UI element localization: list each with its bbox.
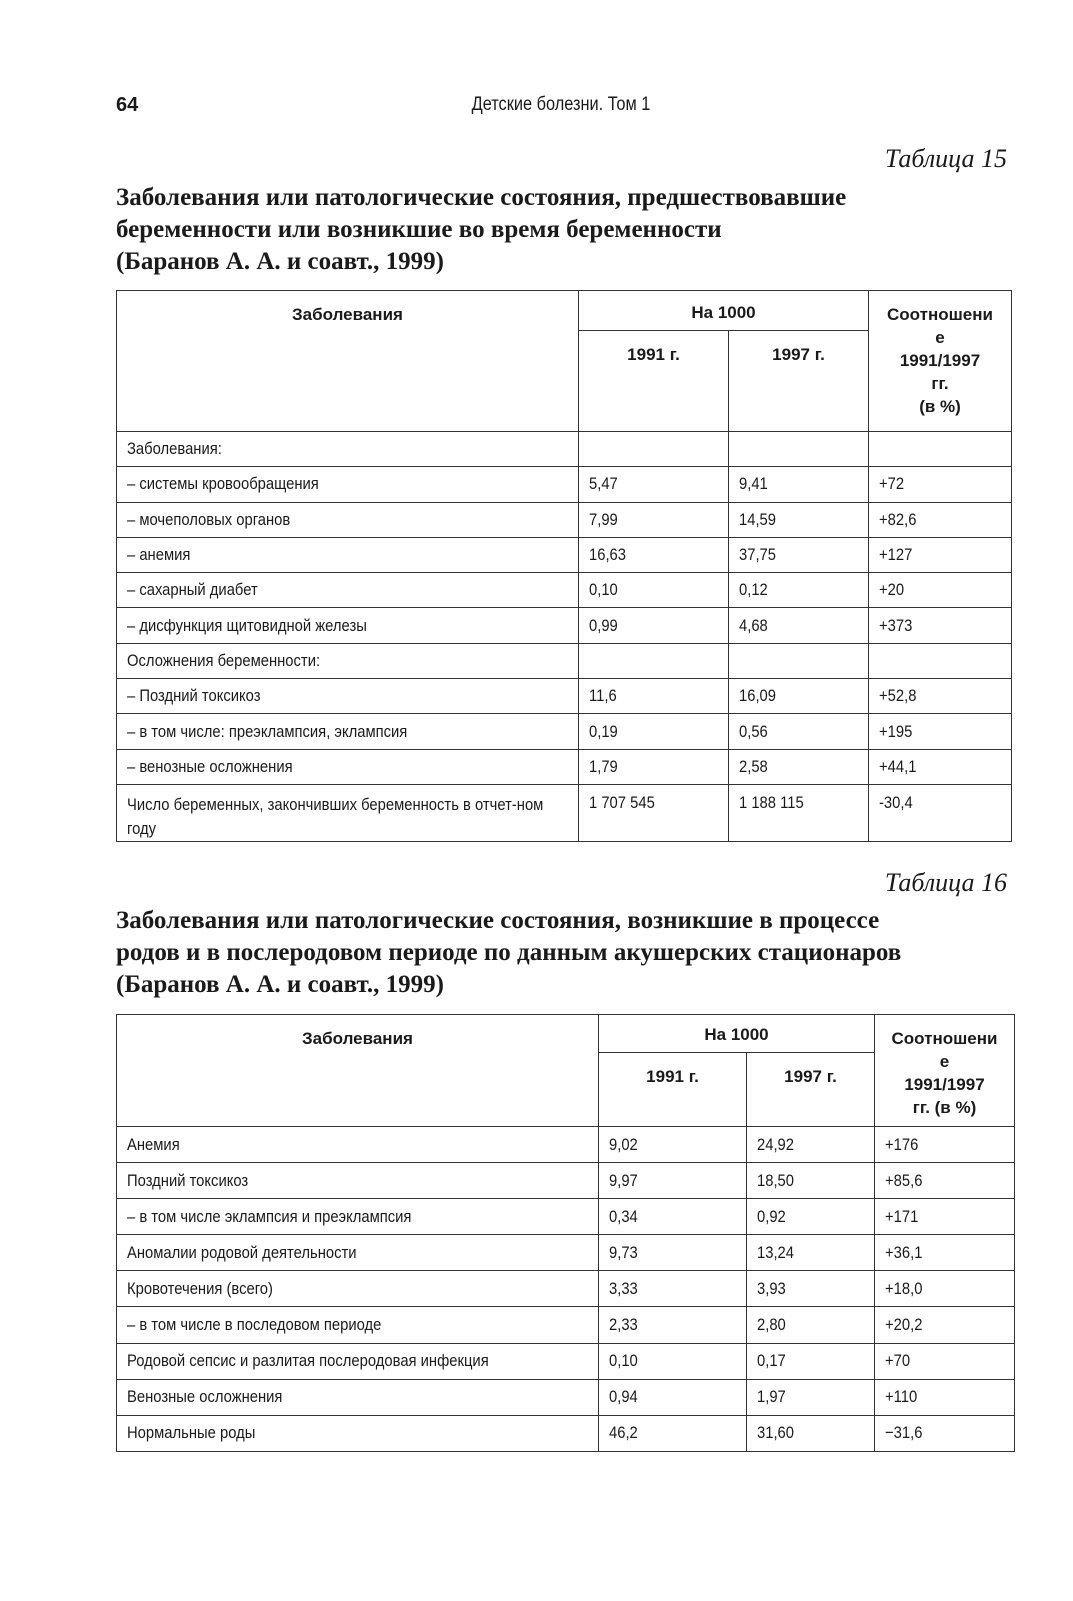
value-ratio: +36,1 [875,1235,1015,1271]
table-row [117,714,1012,749]
value-1997: 1 188 115 [729,784,869,841]
table-row [117,1379,1015,1415]
value-1997: 0,56 [729,714,869,749]
value-1991: 46,2 [599,1415,747,1451]
row-label: Осложнения беременности: [117,643,579,678]
value-1991: 5,47 [579,467,729,502]
header-1991: 1991 г. [579,331,729,432]
value-1997: 16,09 [729,679,869,714]
header-per1000: На 1000 [599,1015,875,1053]
value-1991: 9,02 [599,1127,747,1163]
row-label: – анемия [117,537,579,572]
table-row [117,1307,1015,1343]
table15 [116,290,1012,842]
value-ratio: -30,4 [869,784,1012,841]
value-ratio: +82,6 [869,502,1012,537]
header-ratio: Соотношени е 1991/1997 гг. (в %) [869,291,1012,432]
value-ratio [869,643,1012,678]
table-row [117,1127,1015,1163]
table-row [117,608,1012,643]
table15-title-line: беременности или возникшие во время беременности [116,216,722,243]
value-1997: 2,58 [729,749,869,784]
table-row [117,1415,1015,1451]
value-1991: 0,10 [579,573,729,608]
value-1991: 0,34 [599,1199,747,1235]
row-label: – в том числе эклампсия и преэклампсия [117,1199,599,1235]
header-1997: 1997 г. [747,1053,875,1127]
value-1997: 37,75 [729,537,869,572]
table15-title [116,182,1016,278]
table-row [117,502,1012,537]
table-row [117,679,1012,714]
value-1997: 9,41 [729,467,869,502]
value-1997 [729,643,869,678]
header-disease: Заболевания [117,1015,599,1127]
row-label: – мочеполовых органов [117,502,579,537]
value-1991: 1,79 [579,749,729,784]
value-1997: 13,24 [747,1235,875,1271]
value-1997: 14,59 [729,502,869,537]
value-ratio: +127 [869,537,1012,572]
value-ratio: −31,6 [875,1415,1015,1451]
value-1991: 1 707 545 [579,784,729,841]
value-1997: 2,80 [747,1307,875,1343]
value-1997: 1,97 [747,1379,875,1415]
row-label: Родовой сепсис и разлитая послеродовая инфекция [117,1343,599,1379]
table-row [117,432,1012,467]
row-label: Поздний токсикоз [117,1163,599,1199]
table16-caption: Таблица 16 [884,868,1007,897]
value-ratio: +176 [875,1127,1015,1163]
value-1991 [579,643,729,678]
value-ratio: +44,1 [869,749,1012,784]
table-row [117,1343,1015,1379]
table16-title-line: родов и в послеродовом периоде по данным акушерских стационаров [116,939,902,966]
table16-title-line: Заболевания или патологические состояния, возникшие в процессе [116,907,880,934]
table15-title-line: (Баранов А. А. и соавт., 1999) [116,248,445,275]
row-label: Нормальные роды [117,1415,599,1451]
value-ratio [869,432,1012,467]
table-row [117,573,1012,608]
table-row [117,784,1012,841]
row-label: Анемия [117,1127,599,1163]
value-ratio: +373 [869,608,1012,643]
row-label: Число беременных, закончивших беременность в отчет-ном году [117,784,579,841]
table-row [117,537,1012,572]
row-label: Кровотечения (всего) [117,1271,599,1307]
row-label: – Поздний токсикоз [117,679,579,714]
header-1991: 1991 г. [599,1053,747,1127]
value-1997: 18,50 [747,1163,875,1199]
row-label: – венозные осложнения [117,749,579,784]
value-ratio: +85,6 [875,1163,1015,1199]
row-label: – в том числе: преэклампсия, эклампсия [117,714,579,749]
value-ratio: +195 [869,714,1012,749]
value-1991: 0,94 [599,1379,747,1415]
table-row [117,643,1012,678]
value-1997: 0,12 [729,573,869,608]
value-1991: 9,97 [599,1163,747,1199]
table15-title-line: Заболевания или патологические состояния, предшествовавшие [116,184,847,211]
row-label: – дисфункция щитовидной железы [117,608,579,643]
value-1997: 0,17 [747,1343,875,1379]
value-ratio: +20,2 [875,1307,1015,1343]
row-label: Венозные осложнения [117,1379,599,1415]
table16-title [116,905,1016,1001]
table-row [117,1271,1015,1307]
table-row [117,1163,1015,1199]
value-1991: 0,99 [579,608,729,643]
row-label: – сахарный диабет [117,573,579,608]
value-1991: 0,19 [579,714,729,749]
value-1997: 24,92 [747,1127,875,1163]
header-1997: 1997 г. [729,331,869,432]
header-per1000: На 1000 [579,291,869,331]
value-ratio: +52,8 [869,679,1012,714]
table-row [117,749,1012,784]
table-row [117,467,1012,502]
row-label: – системы кровообращения [117,467,579,502]
page-number: 64 [116,94,139,116]
table16-title-line: (Баранов А. А. и соавт., 1999) [116,971,445,998]
value-1991 [579,432,729,467]
value-1997: 0,92 [747,1199,875,1235]
value-ratio: +18,0 [875,1271,1015,1307]
row-label: – в том числе в последовом периоде [117,1307,599,1343]
value-1997: 4,68 [729,608,869,643]
row-label: Заболевания: [117,432,579,467]
value-1991: 2,33 [599,1307,747,1343]
table15-caption: Таблица 15 [884,144,1007,173]
table16 [116,1014,1015,1452]
value-ratio: +70 [875,1343,1015,1379]
value-1991: 7,99 [579,502,729,537]
running-title: Детские болезни. Том 1 [471,94,651,115]
value-1991: 11,6 [579,679,729,714]
table-row [117,1235,1015,1271]
table-row [117,1199,1015,1235]
value-1997: 31,60 [747,1415,875,1451]
value-1991: 0,10 [599,1343,747,1379]
value-1991: 16,63 [579,537,729,572]
value-1991: 3,33 [599,1271,747,1307]
header-ratio: Соотношени е 1991/1997 гг. (в %) [875,1015,1015,1127]
value-1991: 9,73 [599,1235,747,1271]
value-ratio: +171 [875,1199,1015,1235]
page-header [116,94,1006,126]
value-1997: 3,93 [747,1271,875,1307]
row-label: Аномалии родовой деятельности [117,1235,599,1271]
value-1997 [729,432,869,467]
value-ratio: +20 [869,573,1012,608]
value-ratio: +110 [875,1379,1015,1415]
value-ratio: +72 [869,467,1012,502]
header-disease: Заболевания [117,291,579,432]
